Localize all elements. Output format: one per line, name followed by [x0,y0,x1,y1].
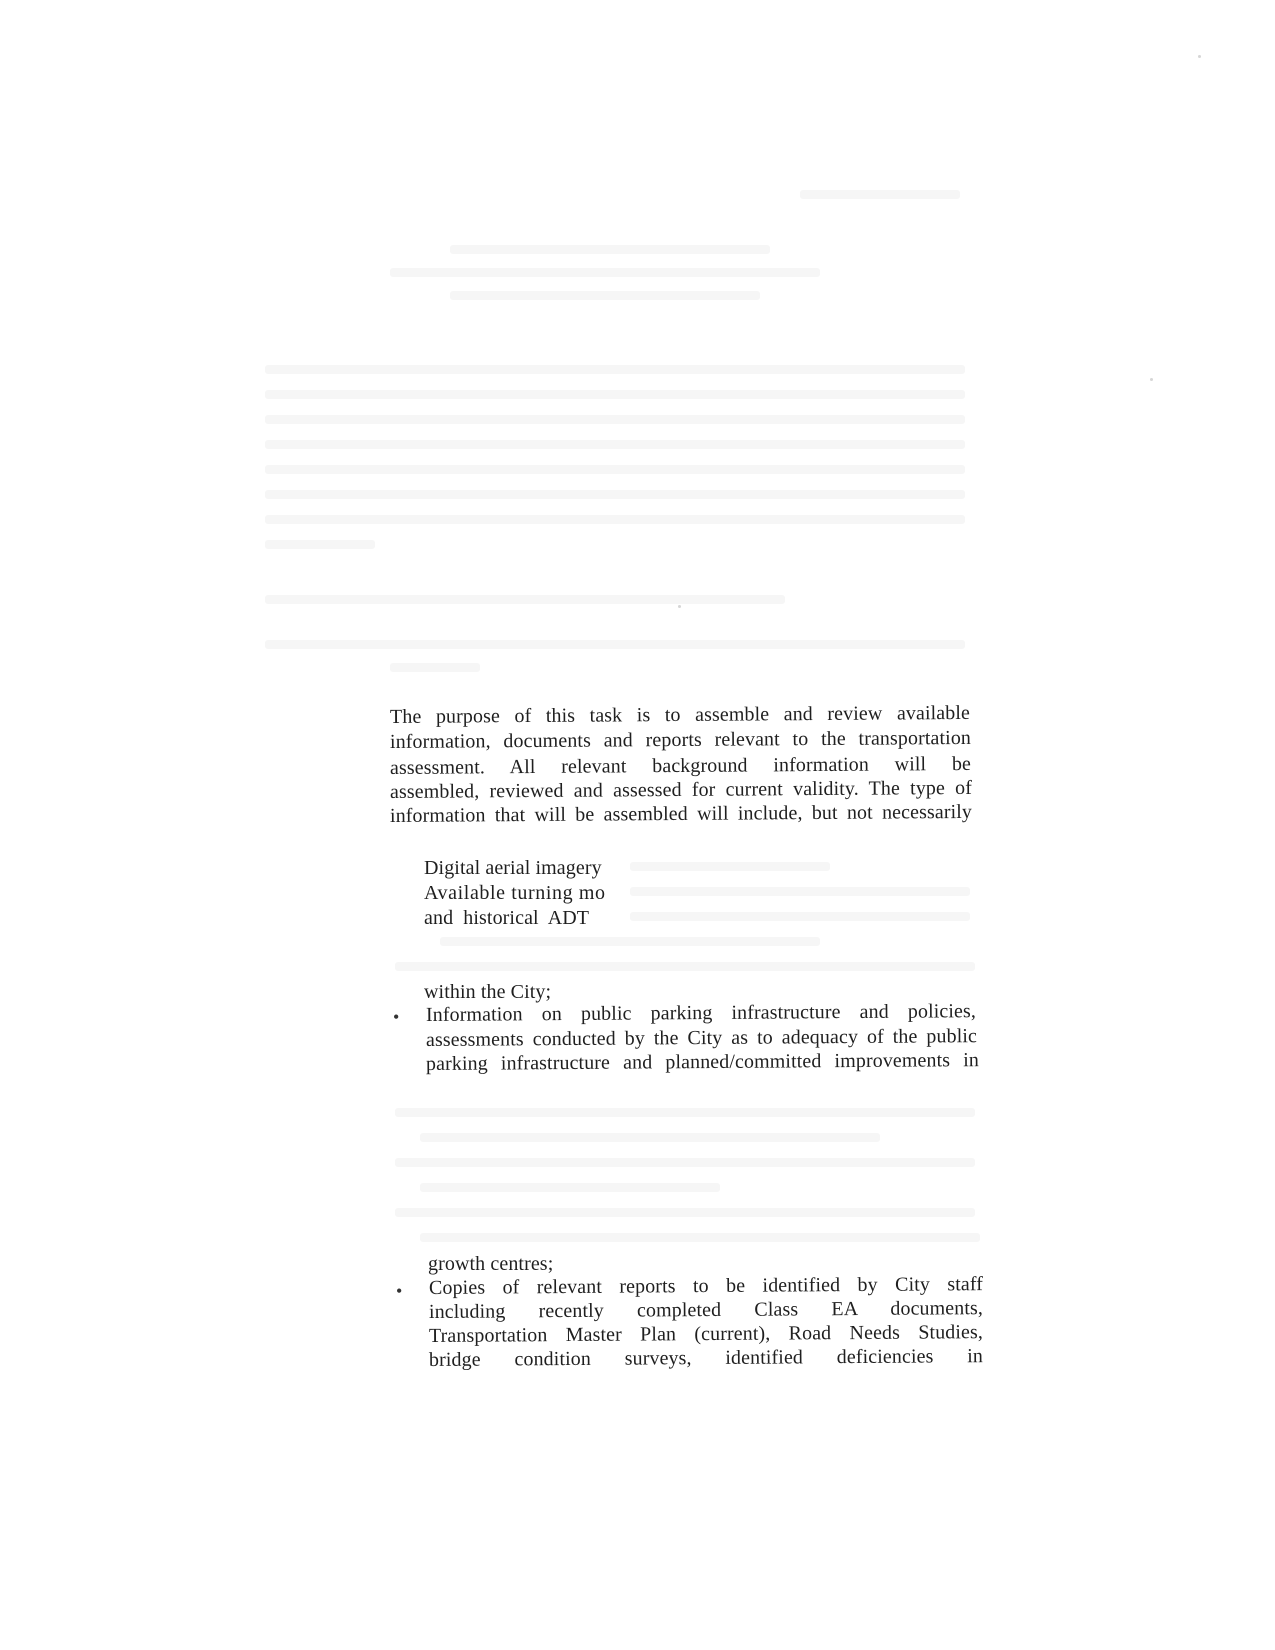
scan-speck [1150,378,1153,381]
ghost-text [265,640,965,649]
ghost-text [800,190,960,199]
ghost-text [450,245,770,254]
ghost-text [630,862,830,871]
ghost-text [395,962,975,971]
scan-speck [678,605,681,608]
ghost-text [265,415,965,424]
ghost-text [265,490,965,499]
ghost-text [395,1208,975,1217]
ghost-text [265,540,375,549]
ghost-text [265,440,965,449]
ghost-text [395,1108,975,1117]
list-item: including recently completed Class EA documents, [428,1297,984,1323]
ghost-text [265,515,965,524]
list-item: Copies of relevant reports to be identified by City staff [428,1273,984,1299]
list-item: Transportation Master Plan (current), Road Needs Studies, [428,1321,984,1347]
ghost-text [420,1133,880,1142]
ghost-text [265,465,965,474]
ghost-text [420,1233,980,1242]
ghost-text [630,887,970,896]
ghost-text [390,663,480,672]
paragraph-line: assembled, reviewed and assessed for current validity. The type of [389,776,973,803]
list-item-continuation: within the City; [424,981,552,1003]
ghost-text [390,268,820,277]
paragraph-line: The purpose of this task is to assemble and review available [389,701,971,728]
list-item: and historical ADT [424,907,590,929]
list-item: Digital aerial imagery [424,857,602,879]
paragraph-line: information, documents and reports relevant to the transportation [389,726,972,753]
scan-speck [1198,55,1201,58]
ghost-text [265,390,965,399]
list-item: Available turning mo [424,882,606,904]
ghost-text [630,912,970,921]
ghost-text [420,1183,720,1192]
ghost-text [265,365,965,374]
list-item-continuation: growth centres; [428,1253,554,1275]
list-item: bridge condition surveys, identified deficiencies in [428,1345,984,1371]
paragraph-line: assessment. All relevant background information will be [389,752,972,779]
ghost-text [450,291,760,300]
bullet-icon: • [396,1281,403,1301]
ghost-text [265,595,785,604]
bullet-icon: • [393,1007,400,1027]
ghost-text [395,1158,975,1167]
ghost-text [440,937,820,946]
list-item: parking infrastructure and planned/committed improvements in [425,1049,980,1075]
list-item: assessments conducted by the City as to adequacy of the public [425,1025,978,1051]
list-item: Information on public parking infrastructure and policies, [425,1000,977,1026]
paragraph-line: information that will be assembled will include, but not necessarily [389,800,973,827]
